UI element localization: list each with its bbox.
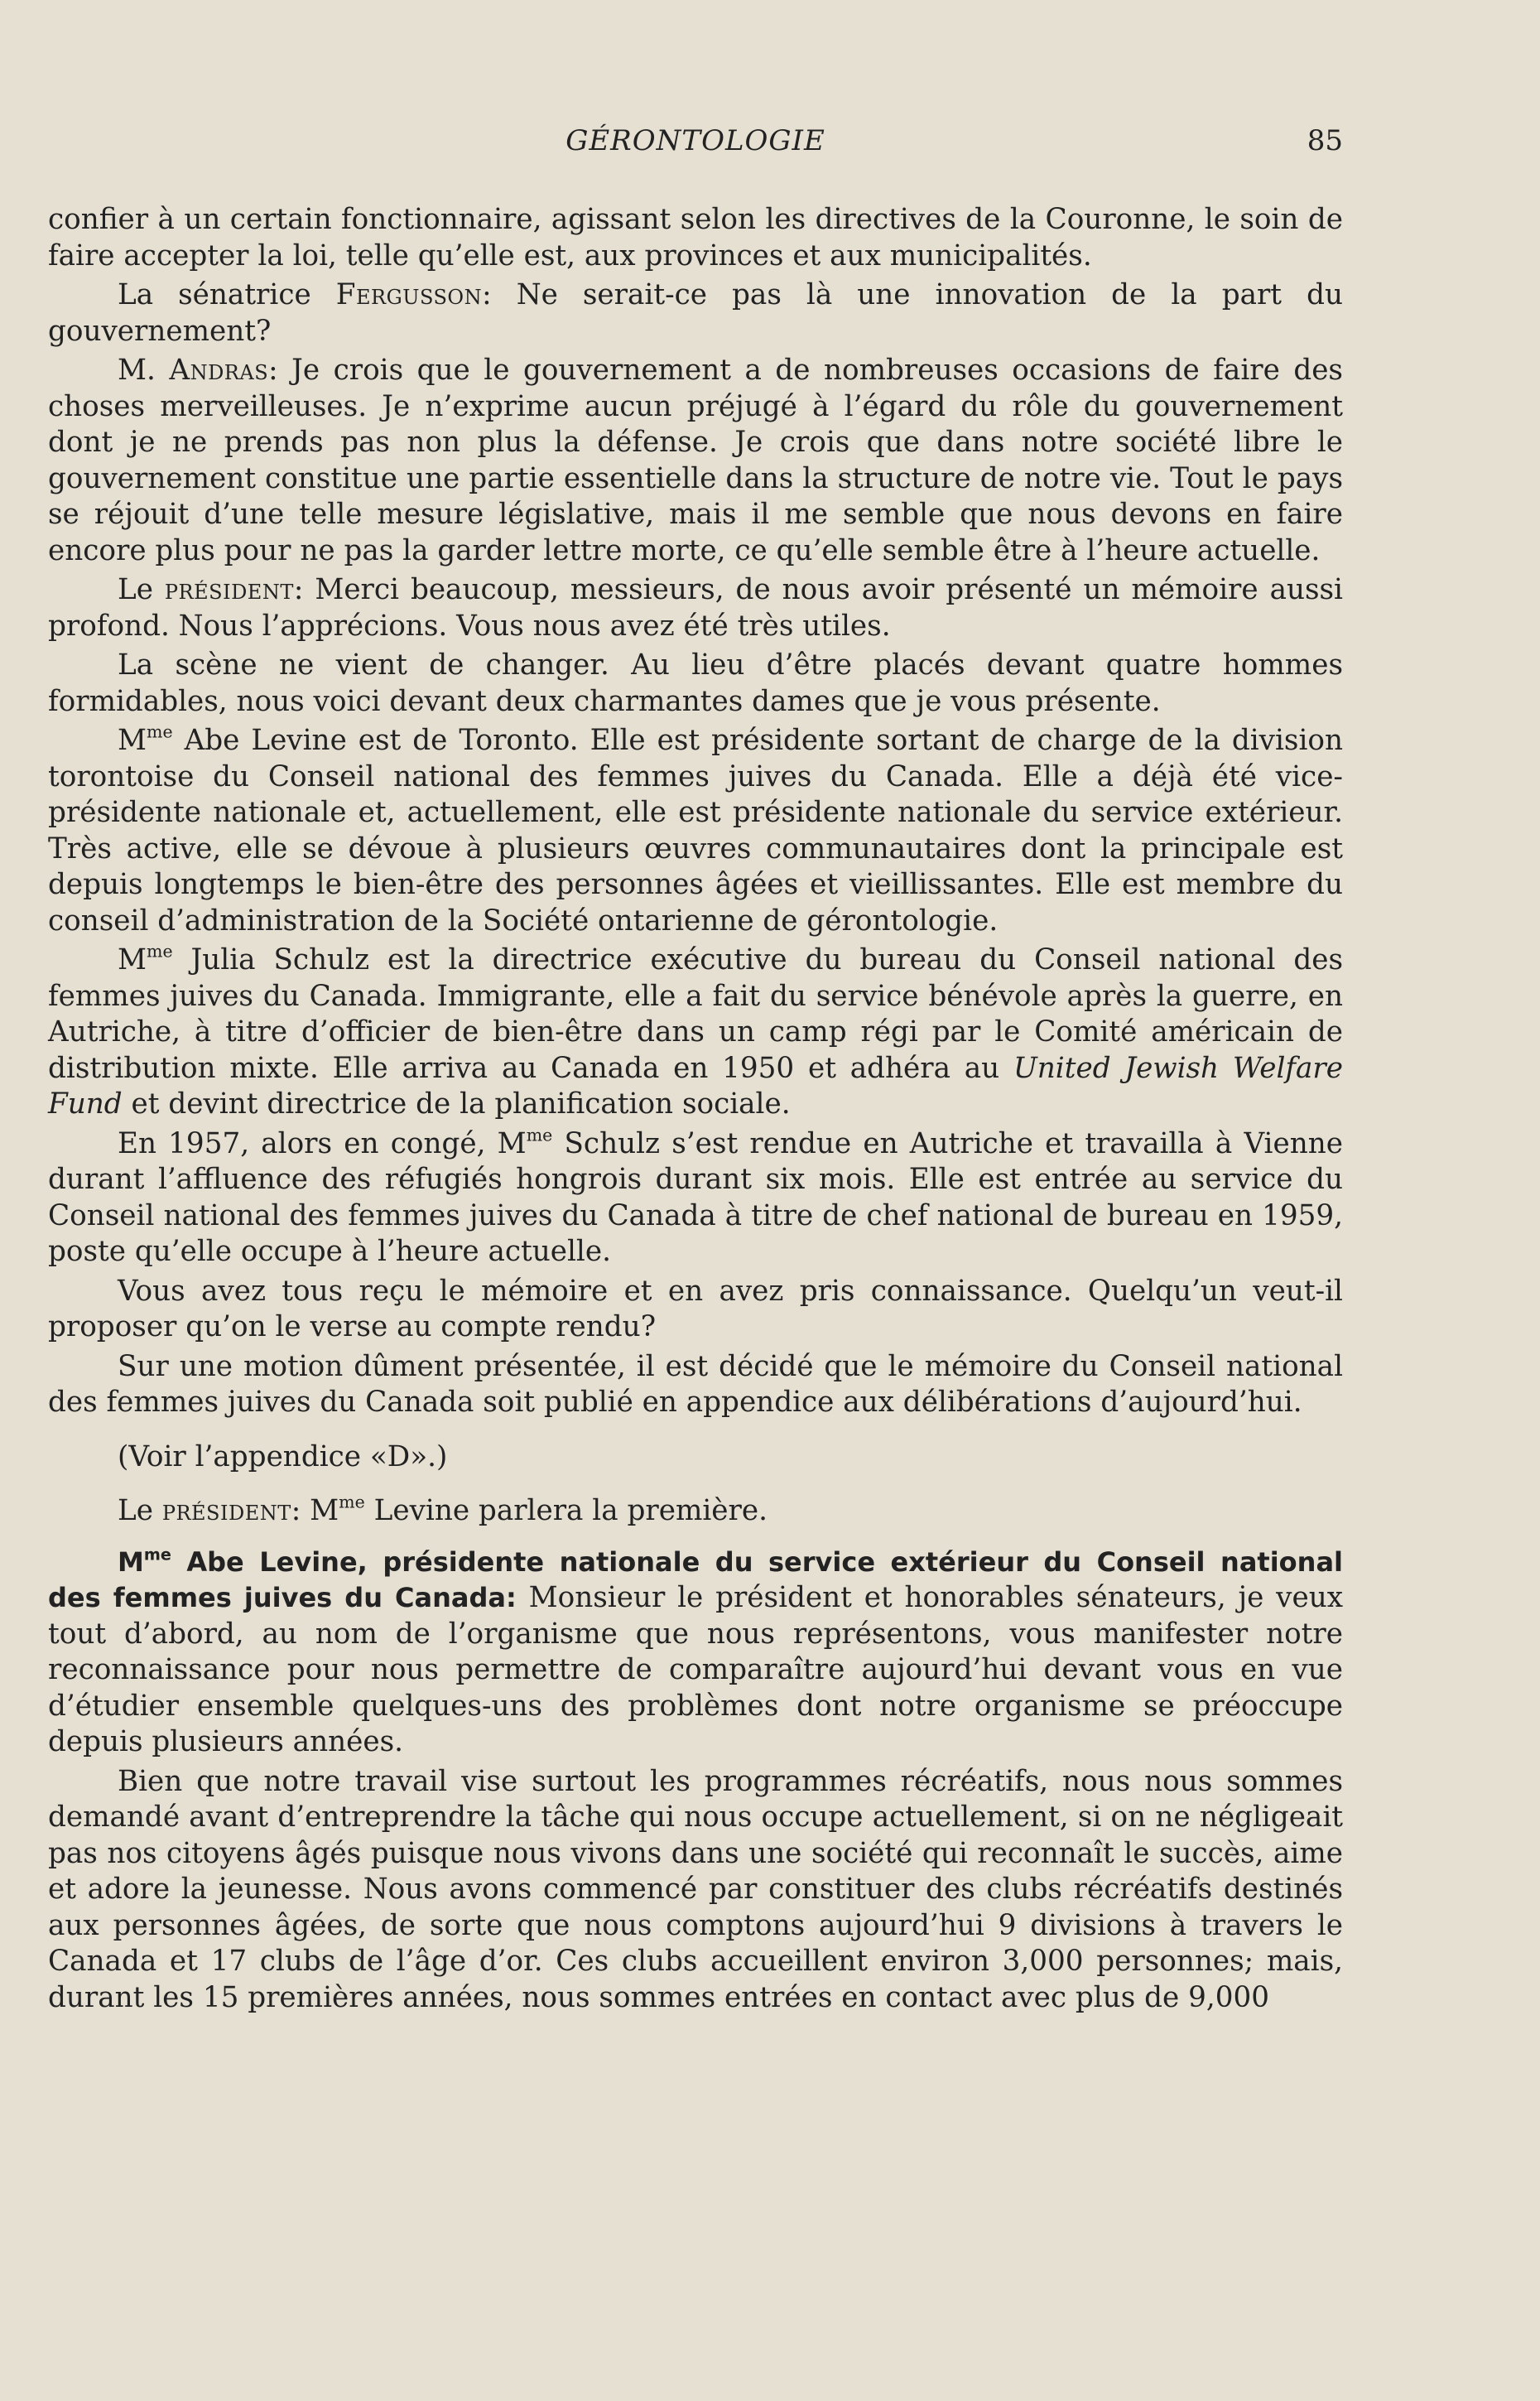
page-number: 85: [1307, 124, 1343, 157]
paragraph-13: $M^{me}$ Abe Levine, présidente nationale du service extérieur du Conseil national des femmes juives du Canada: Monsieur le président et honorables sénateurs, je veux tout d’abord, au nom de l’organisme que nous représentons, vous manifester notre reconnaissance pour nous permettre de comparaître aujourd’hui devant vous en vue d’étudier ensemble quelques-uns des problèmes dont notre organisme se préoccupe depuis plusieurs années.: [48, 1545, 1344, 1758]
paragraph-12: Le président: $M^{me}$ Levine parlera la première.: [118, 1492, 768, 1527]
running-header: [48, 124, 1343, 166]
italic-title: United Jewish Welfare Fund: [48, 1051, 1343, 1121]
paragraph-3: M. Andras: Je crois que le gouvernement a de nombreuses occasions de faire des choses merveilleuses. Je n’exprime aucun préjugé à l’égard du rôle du gouvernement dont je ne prends pas non plus la défense. Je crois que dans notre société libre le gouvernement constitue une partie essentielle dans la structure de notre vie. Tout le pays se réjouit d’une telle mesure législative, mais il me semble que nous devons en faire encore plus pour ne pas la garder lettre morte, ce qu’elle semble être à l’heure actuelle.: [48, 354, 1343, 567]
paragraph-1: confier à un certain fonctionnaire, agissant selon les directives de la Couronne, le soin de faire accepter la loi, telle qu’elle est, aux provinces et aux municipalités.: [48, 203, 1343, 272]
body-text: [48, 202, 1343, 2019]
paragraph-4: Le président: Merci beaucoup, messieurs, de nous avoir présenté un mémoire aussi profond. Nous l’apprécions. Vous nous avez été très utiles.: [48, 573, 1343, 643]
paragraph-14: Bien que notre travail vise surtout les programmes récréatifs, nous nous sommes demandé avant d’entreprendre la tâche qui nous occupe actuellement, si on ne négligeait pas nos citoyens âgés puisque nous vivons dans une société qui reconnaît le succès, aime et adore la jeunesse. Nous avons commencé par constituer des clubs récréatifs destinés aux personnes âgées, de sorte que nous comptons aujourd’hui 9 divisions à travers le Canada et 17 clubs de l’âge d’or. Ces clubs accueillent environ 3,000 personnes; mais, durant les 15 premières années, nous sommes entrées en contact avec plus de 9,000: [48, 1764, 1343, 2014]
speaker-name: Fergusson: [335, 278, 483, 311]
paragraph-9: Vous avez tous reçu le mémoire et en avez pris connaissance. Quelqu’un veut-il proposer qu’on le verse au compte rendu?: [48, 1274, 1343, 1343]
witness-name: $M^{me}$ Abe Levine, présidente nationale du service extérieur du Conseil national des femmes juives du Canada:: [48, 1545, 1343, 1613]
paragraph-10: Sur une motion dûment présentée, il est décidé que le mémoire du Conseil national des femmes juives du Canada soit publié en appendice aux délibérations d’aujourd’hui.: [48, 1349, 1343, 1419]
paragraph-8: En 1957, alors en congé, $M^{me}$ Schulz s’est rendue en Autriche et travailla à Vienne durant l’affluence des réfugiés hongrois durant six mois. Elle est entrée au service du Conseil national des femmes juives du Canada à titre de chef national de bureau en 1959, poste qu’elle occupe à l’heure actuelle.: [48, 1125, 1343, 1268]
paragraph-11: (Voir l’appendice «D».): [118, 1439, 448, 1473]
speaker-name: président: [164, 573, 294, 606]
paragraph-6: $M^{me}$ Abe Levine est de Toronto. Elle est présidente sortant de charge de la division torontoise du Conseil national des femmes juives du Canada. Elle a déjà été vice-présidente nationale et, actuellement, elle est présidente nationale du service extérieur. Très active, elle se dévoue à plusieurs œuvres communautaires dont la principale est depuis longtemps le bien-être des personnes âgées et vieillissantes. Elle est membre du conseil d’administration de la Société ontarienne de gérontologie.: [48, 721, 1343, 938]
paragraph-7: $M^{me}$ Julia Schulz est la directrice exécutive du bureau du Conseil national des femmes juives du Canada. Immigrante, elle a fait du service bénévole après la guerre, en Autriche, à titre d’officier de bien-être dans un camp régi par le Comité américain de distribution mixte. Elle arriva au Canada en 1950 et adhéra au United Jewish Welfare Fund et devint directrice de la planification sociale.: [48, 941, 1343, 1121]
running-title: GÉRONTOLOGIE: [565, 124, 825, 157]
speaker-name: président: [161, 1494, 291, 1527]
paragraph-2: La sénatrice Fergusson: Ne serait-ce pas là une innovation de la part du gouvernement?: [48, 278, 1344, 348]
paragraph-5: La scène ne vient de changer. Au lieu d’être placés devant quatre hommes formidables, nous voici devant deux charmantes dames que je vous présente.: [48, 648, 1343, 718]
speaker-name: Andras: [169, 354, 269, 387]
